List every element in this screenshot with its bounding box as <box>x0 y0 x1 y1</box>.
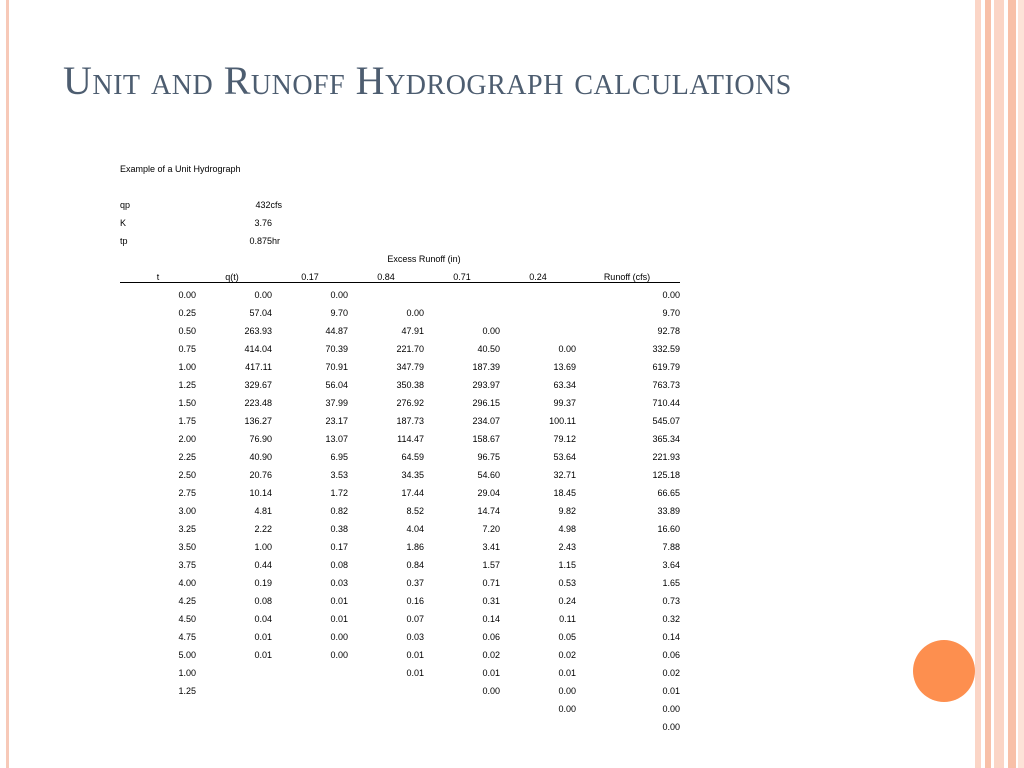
table-cell: 14.74 <box>477 506 500 516</box>
table-cell: 1.75 <box>178 416 196 426</box>
table-cell: 57.04 <box>249 308 272 318</box>
table-cell: 545.07 <box>652 416 680 426</box>
table-cell: 0.00 <box>254 290 272 300</box>
table-cell: 23.17 <box>325 416 348 426</box>
table-cell: 3.41 <box>482 542 500 552</box>
table-cell: 0.17 <box>330 542 348 552</box>
table-cell: 8.52 <box>406 506 424 516</box>
table-cell: 0.71 <box>482 578 500 588</box>
table-cell: 2.75 <box>178 488 196 498</box>
table-cell: 417.11 <box>245 362 272 372</box>
table-cell: 0.82 <box>330 506 348 516</box>
example-label: Example of a Unit Hydrograph <box>120 164 241 174</box>
table-cell: 2.25 <box>178 452 196 462</box>
table-cell: 114.47 <box>397 434 424 444</box>
table-cell: 2.22 <box>254 524 272 534</box>
table-cell: 0.00 <box>662 704 680 714</box>
table-cell: 329.67 <box>244 380 272 390</box>
table-cell: 763.73 <box>652 380 680 390</box>
table-cell: 0.00 <box>330 650 348 660</box>
table-cell: 0.06 <box>662 650 680 660</box>
excess-runoff-label: Excess Runoff (in) <box>387 254 461 264</box>
column-header: Runoff (cfs) <box>603 272 651 282</box>
table-cell: 0.02 <box>558 650 576 660</box>
param-value: 432cfs <box>255 200 282 210</box>
table-cell: 0.44 <box>254 560 272 570</box>
table-cell: 92.78 <box>657 326 680 336</box>
table-cell: 0.00 <box>330 632 348 642</box>
param-value: 0.875hr <box>249 236 280 246</box>
table-cell: 56.04 <box>325 380 348 390</box>
table-cell: 3.25 <box>178 524 196 534</box>
table-cell: 0.02 <box>482 650 500 660</box>
table-cell: 29.04 <box>477 488 500 498</box>
param-name: K <box>120 218 127 228</box>
table-cell: 4.81 <box>254 506 272 516</box>
table-cell: 0.16 <box>406 596 424 606</box>
table-cell: 619.79 <box>652 362 680 372</box>
table-cell: 4.04 <box>406 524 424 534</box>
table-cell: 296.15 <box>472 398 500 408</box>
table-cell: 0.25 <box>178 308 196 318</box>
table-cell: 1.15 <box>558 560 576 570</box>
table-cell: 0.00 <box>558 686 576 696</box>
table-cell: 0.38 <box>330 524 348 534</box>
table-cell: 0.03 <box>330 578 348 588</box>
table-cell: 1.57 <box>482 560 500 570</box>
table-cell: 263.93 <box>244 326 272 336</box>
param-name: tp <box>120 236 128 246</box>
table-cell: 1.72 <box>330 488 348 498</box>
table-cell: 0.32 <box>662 614 680 624</box>
column-header: 0.24 <box>529 272 547 282</box>
table-cell: 2.50 <box>178 470 196 480</box>
table-cell: 350.38 <box>396 380 424 390</box>
table-cell: 234.07 <box>472 416 500 426</box>
table-cell: 1.86 <box>406 542 424 552</box>
column-header: q(t) <box>225 272 239 282</box>
table-cell: 293.97 <box>472 380 500 390</box>
table-cell: 40.90 <box>249 452 272 462</box>
table-cell: 0.01 <box>254 632 272 642</box>
column-header: 0.17 <box>301 272 319 282</box>
table-cell: 332.59 <box>652 344 680 354</box>
table-cell: 16.60 <box>657 524 680 534</box>
table-cell: 3.53 <box>330 470 348 480</box>
table-cell: 0.24 <box>558 596 576 606</box>
table-cell: 221.70 <box>396 344 424 354</box>
table-cell: 0.02 <box>662 668 680 678</box>
table-cell: 0.01 <box>662 686 680 696</box>
table-cell: 4.00 <box>178 578 196 588</box>
table-cell: 0.00 <box>330 290 348 300</box>
header-rule <box>120 282 680 283</box>
table-cell: 0.01 <box>482 668 500 678</box>
table-cell: 0.00 <box>178 290 196 300</box>
table-cell: 0.84 <box>406 560 424 570</box>
table-cell: 47.91 <box>401 326 424 336</box>
table-cell: 34.35 <box>401 470 424 480</box>
table-cell: 276.92 <box>396 398 424 408</box>
table-cell: 4.50 <box>178 614 196 624</box>
table-cell: 0.01 <box>330 614 348 624</box>
table-cell: 710.44 <box>652 398 680 408</box>
table-cell: 414.04 <box>244 344 272 354</box>
table-cell: 0.05 <box>558 632 576 642</box>
table-cell: 3.64 <box>662 560 680 570</box>
table-cell: 0.00 <box>662 722 680 732</box>
table-cell: 0.06 <box>482 632 500 642</box>
table-cell: 44.87 <box>325 326 348 336</box>
table-cell: 7.88 <box>662 542 680 552</box>
table-cell: 63.34 <box>553 380 576 390</box>
table-cell: 66.65 <box>657 488 680 498</box>
table-cell: 0.00 <box>482 686 500 696</box>
table-cell: 0.19 <box>254 578 272 588</box>
table-cell: 6.95 <box>330 452 348 462</box>
table-cell: 13.07 <box>325 434 348 444</box>
table-cell: 0.01 <box>406 668 424 678</box>
table-cell: 223.48 <box>244 398 272 408</box>
table-cell: 17.44 <box>401 488 424 498</box>
table-cell: 33.89 <box>657 506 680 516</box>
table-cell: 0.00 <box>482 326 500 336</box>
table-cell: 79.12 <box>553 434 576 444</box>
table-cell: 0.50 <box>178 326 196 336</box>
table-cell: 2.00 <box>178 434 196 444</box>
table-cell: 0.31 <box>482 596 500 606</box>
table-cell: 1.00 <box>254 542 272 552</box>
table-cell: 2.43 <box>558 542 576 552</box>
table-cell: 96.75 <box>477 452 500 462</box>
table-cell: 187.39 <box>472 362 500 372</box>
table-cell: 54.60 <box>477 470 500 480</box>
table-cell: 0.00 <box>558 704 576 714</box>
table-cell: 0.00 <box>558 344 576 354</box>
table-cell: 158.67 <box>472 434 500 444</box>
param-value: 3.76 <box>254 218 272 228</box>
table-cell: 0.01 <box>558 668 576 678</box>
table-cell: 0.01 <box>406 650 424 660</box>
table-cell: 0.03 <box>406 632 424 642</box>
table-cell: 9.70 <box>662 308 680 318</box>
table-cell: 0.07 <box>406 614 424 624</box>
slide-title: Unit and Runoff Hydrograph calculations <box>63 58 792 103</box>
table-cell: 3.50 <box>178 542 196 552</box>
table-cell: 0.08 <box>254 596 272 606</box>
table-cell: 13.69 <box>553 362 576 372</box>
param-name: qp <box>120 200 131 210</box>
table-cell: 0.04 <box>254 614 272 624</box>
table-cell: 4.98 <box>558 524 576 534</box>
table-cell: 1.25 <box>178 380 196 390</box>
table-cell: 1.65 <box>662 578 680 588</box>
table-cell: 9.70 <box>330 308 348 318</box>
table-cell: 1.25 <box>178 686 196 696</box>
table-cell: 0.08 <box>330 560 348 570</box>
table-cell: 0.01 <box>330 596 348 606</box>
table-cell: 64.59 <box>401 452 424 462</box>
table-cell: 221.93 <box>652 452 680 462</box>
table-cell: 9.82 <box>558 506 576 516</box>
column-header: 0.84 <box>377 272 395 282</box>
table-cell: 70.39 <box>325 344 348 354</box>
table-cell: 136.27 <box>244 416 272 426</box>
table-cell: 99.37 <box>553 398 576 408</box>
table-cell: 1.00 <box>178 668 196 678</box>
table-cell: 0.14 <box>662 632 680 642</box>
table-cell: 53.64 <box>553 452 576 462</box>
table-cell: 5.00 <box>178 650 196 660</box>
table-cell: 1.50 <box>178 398 196 408</box>
table-cell: 7.20 <box>482 524 500 534</box>
table-cell: 347.79 <box>396 362 424 372</box>
table-cell: 0.00 <box>662 290 680 300</box>
table-cell: 125.18 <box>652 470 680 480</box>
table-cell: 20.76 <box>249 470 272 480</box>
table-cell: 0.73 <box>662 596 680 606</box>
table-cell: 187.73 <box>396 416 424 426</box>
table-cell: 18.45 <box>553 488 576 498</box>
table-cell: 32.71 <box>553 470 576 480</box>
table-cell: 0.00 <box>406 308 424 318</box>
table-cell: 40.50 <box>477 344 500 354</box>
table-cell: 70.91 <box>325 362 348 372</box>
table-cell: 0.01 <box>254 650 272 660</box>
table-cell: 0.37 <box>406 578 424 588</box>
column-header: t <box>156 272 160 282</box>
table-cell: 76.90 <box>249 434 272 444</box>
table-cell: 365.34 <box>652 434 680 444</box>
table-cell: 10.14 <box>249 488 272 498</box>
table-cell: 4.25 <box>178 596 196 606</box>
table-cell: 0.11 <box>559 614 576 624</box>
table-cell: 1.00 <box>178 362 196 372</box>
table-cell: 37.99 <box>325 398 348 408</box>
table-cell: 0.75 <box>178 344 196 354</box>
table-cell: 100.11 <box>549 416 576 426</box>
table-cell: 0.14 <box>482 614 500 624</box>
table-cell: 4.75 <box>178 632 196 642</box>
table-cell: 3.75 <box>178 560 196 570</box>
table-cell: 0.53 <box>558 578 576 588</box>
column-header: 0.71 <box>453 272 471 282</box>
table-cell: 3.00 <box>178 506 196 516</box>
